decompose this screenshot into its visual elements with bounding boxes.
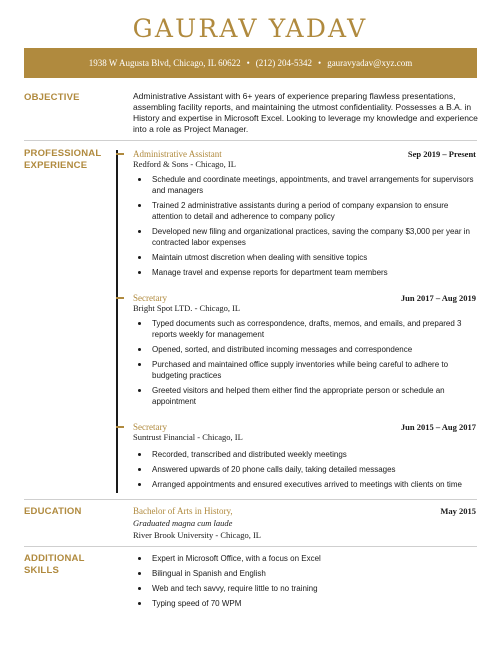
job-bullets bbox=[133, 174, 478, 282]
job-company bbox=[133, 159, 236, 170]
section-divider bbox=[24, 546, 477, 547]
section-divider bbox=[24, 499, 477, 500]
section-title-line: SKILLS bbox=[24, 565, 59, 576]
job-company bbox=[133, 303, 240, 314]
list-item: Purchased and maintained office supply inventories while being careful to adhere to budgeting practices bbox=[133, 359, 478, 381]
list-item: Greeted visitors and helped them either find the appropriate person or schedule an appointment bbox=[133, 385, 478, 407]
section-title-line: PROFESSIONAL bbox=[24, 148, 102, 159]
school bbox=[133, 530, 261, 541]
company-location: - Chicago, IL bbox=[194, 303, 241, 313]
candidate-name: GAURAV YADAV bbox=[132, 14, 368, 43]
list-item: Manage travel and expense reports for department team members bbox=[133, 267, 478, 278]
separator-dot: • bbox=[318, 58, 322, 68]
honors: Graduated magna cum laude bbox=[133, 518, 233, 528]
list-item: Schedule and coordinate meetings, appointments, and travel arrangements for supervisors and managers bbox=[133, 174, 478, 196]
school-name: River Brook University bbox=[133, 530, 214, 540]
section-title-education: EDUCATION bbox=[24, 506, 82, 517]
section-title-experience bbox=[24, 148, 116, 172]
section-title-line: ADDITIONAL bbox=[24, 553, 85, 564]
job-title: Administrative Assistant bbox=[133, 149, 222, 159]
separator-dot: • bbox=[246, 58, 250, 68]
timeline-marker bbox=[116, 297, 124, 299]
section-divider bbox=[24, 140, 477, 141]
objective-text: Administrative Assistant with 6+ years of experience preparing flawless presentations, assembling facility reports, and maintaining the utmost confidentiality. Possesses a B.A. in History and expertise in Microsoft Excel. Looking to leverage my knowledge and experience into a role as Project Manager. bbox=[133, 91, 478, 134]
company-name: Redford & Sons bbox=[133, 159, 189, 169]
list-item: Typing speed of 70 WPM bbox=[133, 598, 478, 609]
company-location: - Chicago, IL bbox=[190, 159, 236, 169]
list-item: Recorded, transcribed and distributed weekly meetings bbox=[133, 449, 478, 460]
address: 1938 W Augusta Blvd, Chicago, IL 60622 bbox=[88, 58, 241, 68]
phone: (212) 204-5342 bbox=[255, 58, 313, 68]
job-title: Secretary bbox=[133, 422, 167, 432]
job-dates: Sep 2019 – Present bbox=[407, 149, 476, 159]
section-title-objective: OBJECTIVE bbox=[24, 92, 80, 103]
job-bullets bbox=[133, 449, 478, 494]
job-dates: Jun 2017 – Aug 2019 bbox=[400, 293, 476, 303]
company-name: Suntrust Financial bbox=[133, 432, 196, 442]
school-location: - Chicago, IL bbox=[215, 530, 261, 540]
degree: Bachelor of Arts in History, bbox=[133, 506, 233, 516]
job-bullets bbox=[133, 318, 478, 411]
job-company bbox=[133, 432, 243, 443]
list-item: Maintain utmost discretion when dealing with sensitive topics bbox=[133, 252, 478, 263]
list-item: Typed documents such as correspondence, drafts, memos, and emails, and prepared 3 reports weekly for management bbox=[133, 318, 478, 340]
job-title: Secretary bbox=[133, 293, 167, 303]
list-item: Developed new filing and organizational practices, saving the company $3,000 per year in contracted labor expenses bbox=[133, 226, 478, 248]
graduation-date: May 2015 bbox=[440, 506, 476, 516]
section-title-skills bbox=[24, 553, 116, 577]
timeline-marker bbox=[116, 153, 124, 155]
list-item: Bilingual in Spanish and English bbox=[133, 568, 478, 579]
list-item: Opened, sorted, and distributed incoming messages and correspondence bbox=[133, 344, 478, 355]
company-name: Bright Spot LTD. bbox=[133, 303, 193, 313]
contact-bar bbox=[24, 48, 477, 78]
timeline-marker bbox=[116, 426, 124, 428]
skills-list bbox=[133, 553, 478, 613]
section-title-line: EXPERIENCE bbox=[24, 160, 88, 171]
list-item: Web and tech savvy, require little to no training bbox=[133, 583, 478, 594]
list-item: Arranged appointments and ensured executives arrived to meetings with clients on time bbox=[133, 479, 478, 490]
list-item: Expert in Microsoft Office, with a focus on Excel bbox=[133, 553, 478, 564]
list-item: Answered upwards of 20 phone calls daily, taking detailed messages bbox=[133, 464, 478, 475]
email: gauravyadav@xyz.com bbox=[327, 58, 413, 68]
job-dates: Jun 2015 – Aug 2017 bbox=[400, 422, 476, 432]
timeline-line bbox=[116, 150, 118, 493]
list-item: Trained 2 administrative assistants during a period of company expansion to ensure attention to detail and adherence to company policy bbox=[133, 200, 478, 222]
company-location: - Chicago, IL bbox=[197, 432, 243, 442]
